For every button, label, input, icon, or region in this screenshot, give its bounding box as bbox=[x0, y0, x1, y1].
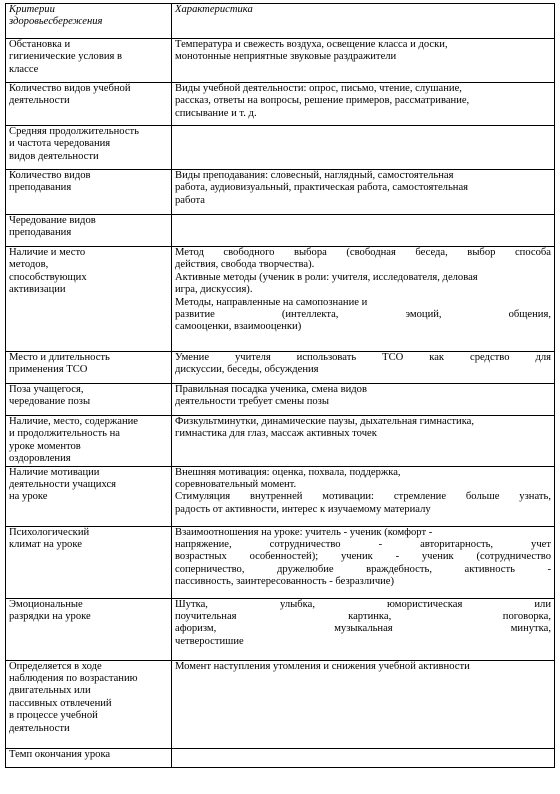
table-row bbox=[6, 660, 555, 748]
table-row bbox=[6, 247, 555, 352]
criterion-line: на уроке bbox=[9, 491, 48, 503]
table-row bbox=[6, 352, 555, 384]
description-line: поучительная картинка, поговорка, bbox=[175, 611, 551, 623]
description-cell bbox=[172, 247, 555, 352]
table-header-row bbox=[6, 4, 555, 39]
criterion-line: классе bbox=[9, 63, 39, 75]
criterion-line: активизации bbox=[9, 284, 66, 296]
table-row bbox=[6, 416, 555, 467]
criterion-cell bbox=[6, 247, 172, 352]
criterion-line: в процессе учебной bbox=[9, 710, 98, 722]
table-body bbox=[6, 4, 555, 768]
criterion-line: чередование позы bbox=[9, 396, 91, 408]
description-line: Шутка, улыбка, юмористическая или bbox=[175, 598, 551, 610]
criterion-cell bbox=[6, 660, 172, 748]
description-line: работа bbox=[175, 194, 206, 206]
description-line: самооценки, взаимооценки) bbox=[175, 321, 302, 333]
description-cell bbox=[172, 83, 555, 126]
criterion-line: деятельности bbox=[9, 95, 70, 107]
criterion-line: Темп окончания урока bbox=[9, 748, 111, 760]
description-line: Физкультминутки, динамические паузы, дыхательная гимнастика, bbox=[175, 416, 475, 427]
criterion-line: и частота чередования bbox=[9, 138, 111, 150]
criterion-cell bbox=[6, 215, 172, 247]
criterion-line: и продолжительность на bbox=[9, 428, 120, 440]
criterion-line: Количество видов bbox=[9, 170, 91, 181]
description-line: действия, свобода творчества). bbox=[175, 259, 315, 271]
description-line: напряжение, сотрудничество - авторитарность, учет bbox=[175, 539, 551, 551]
criterion-cell bbox=[6, 170, 172, 215]
criterion-cell bbox=[6, 126, 172, 170]
description-line: радость от активности, интерес к изучаемому материалу bbox=[175, 503, 431, 515]
description-cell bbox=[172, 748, 555, 767]
criterion-line: применения ТСО bbox=[9, 364, 88, 376]
description-line: Методы, направленные на самопознание и bbox=[175, 296, 368, 308]
description-cell bbox=[172, 126, 555, 170]
description-cell bbox=[172, 170, 555, 215]
description-line: рассказ, ответы на вопросы, решение примеров, рассматривание, bbox=[175, 95, 470, 107]
description-line: гимнастика для глаз, массаж активных точек bbox=[175, 428, 377, 440]
header-criterion-line: Критерии bbox=[9, 4, 55, 15]
criterion-line: Наличие мотивации bbox=[9, 466, 100, 478]
description-line: монотонные неприятные звуковые раздражители bbox=[175, 51, 397, 63]
criterion-cell bbox=[6, 748, 172, 767]
description-cell bbox=[172, 466, 555, 526]
criterion-line: пассивных отвлечений bbox=[9, 697, 112, 709]
description-line: пассивность, заинтересованность - безразличие) bbox=[175, 576, 395, 588]
description-line: Правильная посадка ученика, смена видов bbox=[175, 384, 367, 395]
criterion-line: уроке моментов bbox=[9, 440, 81, 452]
criterion-line: гигиенические условия в bbox=[9, 51, 123, 63]
description-line: работа, аудиовизуальный, практическая работа, самостоятельная bbox=[175, 182, 469, 194]
criterion-line: Средняя продолжительность bbox=[9, 126, 140, 137]
table-row bbox=[6, 384, 555, 416]
criterion-cell bbox=[6, 526, 172, 598]
description-line: игра, дискуссия). bbox=[175, 284, 253, 296]
criterion-line: Наличие, место, содержание bbox=[9, 416, 138, 427]
criterion-cell bbox=[6, 598, 172, 660]
description-cell bbox=[172, 352, 555, 384]
description-line: развитие (интеллекта, эмоций, общения, bbox=[175, 309, 551, 321]
table-row bbox=[6, 598, 555, 660]
description-line: Умение учителя использовать ТСО как средство для bbox=[175, 352, 551, 363]
description-line: соревновательный момент. bbox=[175, 479, 297, 491]
description-line: афоризм, музыкальная минутка, bbox=[175, 623, 551, 635]
criterion-line: деятельности bbox=[9, 722, 70, 734]
criterion-line: оздоровления bbox=[9, 453, 71, 465]
description-line: Температура и свежесть воздуха, освещение класса и доски, bbox=[175, 39, 448, 50]
description-line: Метод свободного выбора (свободная беседа, выбор способа bbox=[175, 247, 551, 258]
criterion-line: Наличие и место bbox=[9, 247, 86, 258]
criterion-cell bbox=[6, 352, 172, 384]
header-criterion-cell bbox=[6, 4, 172, 39]
description-line: четверостишие bbox=[175, 635, 244, 647]
criteria-table bbox=[5, 3, 555, 768]
criterion-cell bbox=[6, 466, 172, 526]
criterion-line: преподавания bbox=[9, 182, 72, 194]
description-line: деятельности требует смены позы bbox=[175, 396, 329, 408]
criterion-cell bbox=[6, 83, 172, 126]
table-row bbox=[6, 748, 555, 767]
description-line: Виды учебной деятельности: опрос, письмо, чтение, слушание, bbox=[175, 83, 462, 94]
description-cell bbox=[172, 215, 555, 247]
criterion-cell bbox=[6, 39, 172, 83]
criterion-line: наблюдения по возрастанию bbox=[9, 673, 138, 685]
description-cell bbox=[172, 39, 555, 83]
table-row bbox=[6, 466, 555, 526]
criterion-line: методов, bbox=[9, 259, 49, 271]
criterion-line: Психологический bbox=[9, 526, 90, 538]
criterion-cell bbox=[6, 416, 172, 467]
description-line: Активные методы (ученик в роли: учителя, исследователя, деловая bbox=[175, 271, 478, 283]
table-row bbox=[6, 170, 555, 215]
criterion-line: разрядки на уроке bbox=[9, 611, 91, 623]
description-line: Виды преподавания: словесный, наглядный, самостоятельная bbox=[175, 170, 454, 181]
table-row bbox=[6, 83, 555, 126]
table-row bbox=[6, 39, 555, 83]
criterion-line: Определяется в ходе bbox=[9, 660, 102, 672]
description-line: Стимуляция внутренней мотивации: стремление больше узнать, bbox=[175, 491, 551, 503]
description-cell bbox=[172, 384, 555, 416]
description-line: списывание и т. д. bbox=[175, 107, 257, 119]
criterion-line: Поза учащегося, bbox=[9, 384, 84, 395]
criterion-line: преподавания bbox=[9, 227, 72, 239]
criterion-line: Количество видов учебной bbox=[9, 83, 131, 94]
criterion-line: Эмоциональные bbox=[9, 598, 83, 610]
header-criterion-line: здоровьесбережения bbox=[9, 16, 103, 28]
criterion-line: деятельности учащихся bbox=[9, 479, 117, 491]
description-line: Внешняя мотивация: оценка, похвала, поддержка, bbox=[175, 466, 401, 478]
table-row bbox=[6, 526, 555, 598]
description-cell bbox=[172, 526, 555, 598]
table-row bbox=[6, 126, 555, 170]
description-line: соперничество, дружелюбие враждебность, активность - bbox=[175, 563, 551, 575]
criterion-line: Место и длительность bbox=[9, 352, 110, 363]
description-cell bbox=[172, 660, 555, 748]
description-line: Взаимоотношения на уроке: учитель - ученик (комфорт - bbox=[175, 526, 433, 538]
header-description-cell bbox=[172, 4, 555, 39]
criterion-line: видов деятельности bbox=[9, 150, 99, 162]
criterion-line: способствующих bbox=[9, 271, 87, 283]
description-line: Момент наступления утомления и снижения учебной активности bbox=[175, 660, 470, 672]
description-cell bbox=[172, 416, 555, 467]
criterion-cell bbox=[6, 384, 172, 416]
criterion-line: климат на уроке bbox=[9, 539, 82, 551]
header-description-line: Характеристика bbox=[175, 4, 253, 15]
description-line: возрастных особенностей); ученик - ученик (сотрудничество bbox=[175, 551, 551, 563]
description-cell bbox=[172, 598, 555, 660]
criterion-line: двигательных или bbox=[9, 685, 91, 697]
table-row bbox=[6, 215, 555, 247]
criterion-line: Чередование видов bbox=[9, 215, 96, 226]
criterion-line: Обстановка и bbox=[9, 39, 71, 50]
description-line: дискуссии, беседы, обсуждения bbox=[175, 364, 319, 376]
